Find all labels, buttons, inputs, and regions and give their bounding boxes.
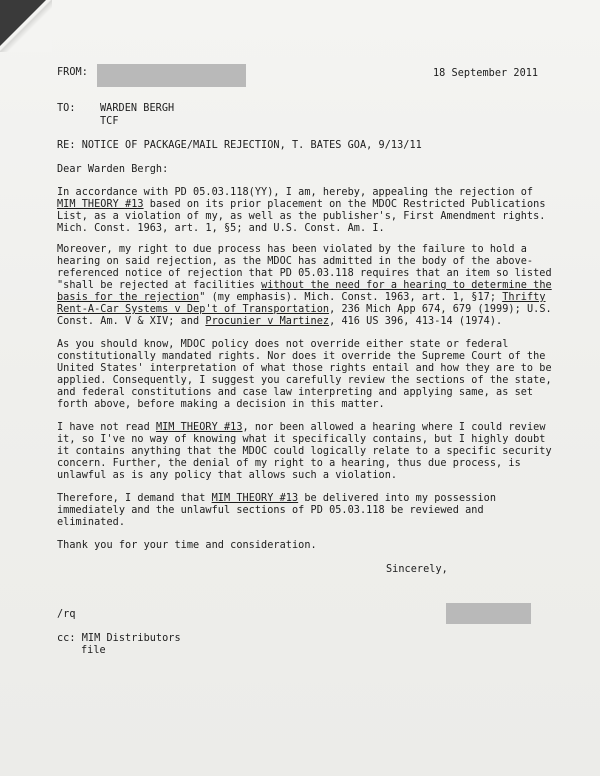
p5-line-1: [57, 493, 496, 505]
emphasis-text-2: basis for the rejection: [57, 292, 200, 303]
p3-line-6: forth above, before making a decision in this matter.: [57, 399, 385, 410]
letter-date: 18 September 2011: [433, 68, 539, 79]
p2-line-4: [57, 280, 552, 292]
publication-title-3: MIM THEORY #13: [211, 493, 299, 504]
p2-line-6: [57, 304, 552, 316]
recipient-name: WARDEN BERGH: [100, 103, 175, 114]
emphasis-text: without the need for a hearing to determine the: [261, 280, 552, 291]
redacted-sender: [97, 64, 246, 87]
publication-title-2: MIM THEORY #13: [155, 422, 243, 433]
p3-line-2: constitutionally mandated rights. Nor does it override the Supreme Court of the: [57, 351, 546, 362]
p3-line-1: As you should know, MDOC policy does not override either state or federal: [57, 339, 509, 350]
p2-line-6-text: , 236 Mich App 674, 679 (1999); U.S.: [329, 304, 552, 315]
subject-line: RE: NOTICE OF PACKAGE/MAIL REJECTION, T. BATES GOA, 9/13/11: [57, 140, 422, 151]
salutation: Dear Warden Bergh:: [57, 164, 169, 175]
closing-sincerely: Sincerely,: [386, 564, 448, 575]
case-citation-1b: Rent-A-Car Systems v Dep't of Transportation: [57, 304, 330, 315]
recipient-org: TCF: [100, 116, 119, 127]
to-label: TO:: [57, 103, 76, 114]
p1-line-2-text: based on its prior placement on the MDOC Restricted Publications: [143, 199, 546, 210]
p4-line-3: it contains anything that the MDOC could logically relate to a specific security: [57, 446, 552, 457]
folded-corner: [0, 0, 46, 46]
p5-line-1-text: Therefore, I demand that: [57, 493, 212, 504]
p2-line-2: hearing on said rejection, as the MDOC has admitted in the body of the above-: [57, 256, 534, 267]
p4-line-5: unlawful as is any policy that allows such a violation.: [57, 470, 398, 481]
p2-line-7: [57, 316, 502, 328]
cc-line: cc: MIM Distributors: [57, 633, 181, 644]
p2-line-4-text: "shall be rejected at facilities: [57, 280, 262, 291]
p4-line-1-text: I have not read: [57, 422, 156, 433]
p5-line-3: eliminated.: [57, 517, 126, 528]
case-citation-1a: Thrifty: [502, 292, 546, 303]
p4-line-2: it, so I've no way of knowing what it specifically contains, but I highly doubt: [57, 434, 546, 445]
redacted-signature: [446, 603, 531, 624]
publication-title: MIM THEORY #13: [57, 199, 144, 210]
p1-line-2: [57, 199, 546, 211]
p5-line-2: immediately and the unlawful sections of PD 05.03.118 be reviewed and: [57, 505, 484, 516]
p1-line-1: In accordance with PD 05.03.118(YY), I am, hereby, appealing the rejection of: [57, 187, 534, 198]
p2-line-5: [57, 292, 546, 304]
case-citation-2: Procunier v Martinez: [205, 316, 330, 327]
p4-line-1: [57, 422, 546, 434]
p1-line-4: Mich. Const. 1963, art. 1, §5; and U.S. Const. Am. I.: [57, 223, 385, 234]
p4-line-1-tail: , nor been allowed a hearing where I could review: [242, 422, 546, 433]
p2-line-7-text: Const. Am. V & XIV; and: [57, 316, 206, 327]
p4-line-4: concern. Further, the denial of my right to a hearing, thus due process, is: [57, 458, 521, 469]
p2-line-7-tail: , 416 US 396, 413-14 (1974).: [329, 316, 503, 327]
from-label: FROM:: [57, 67, 88, 78]
p2-line-1: Moreover, my right to due process has been violated by the failure to hold a: [57, 244, 527, 255]
p2-line-5-text: " (my emphasis). Mich. Const. 1963, art. 1, §17;: [199, 292, 503, 303]
cc-file: file: [81, 645, 106, 656]
p2-line-3: referenced notice of rejection that PD 05.03.118 requires that an item so listed: [57, 268, 552, 279]
closing-thanks: Thank you for your time and consideration.: [57, 540, 317, 551]
p1-line-3: List, as a violation of my, as well as the publisher's, First Amendment rights.: [57, 211, 546, 222]
p3-line-4: applied. Consequently, I suggest you carefully review the sections of the state,: [57, 375, 552, 386]
p3-line-5: and federal constitutions and case law interpreting and applying same, as set: [57, 387, 534, 398]
typist-initials: /rq: [57, 609, 76, 620]
p3-line-3: United States' interpretation of what those rights entail and how they are to be: [57, 363, 552, 374]
p5-line-1-tail: be delivered into my possession: [298, 493, 497, 504]
